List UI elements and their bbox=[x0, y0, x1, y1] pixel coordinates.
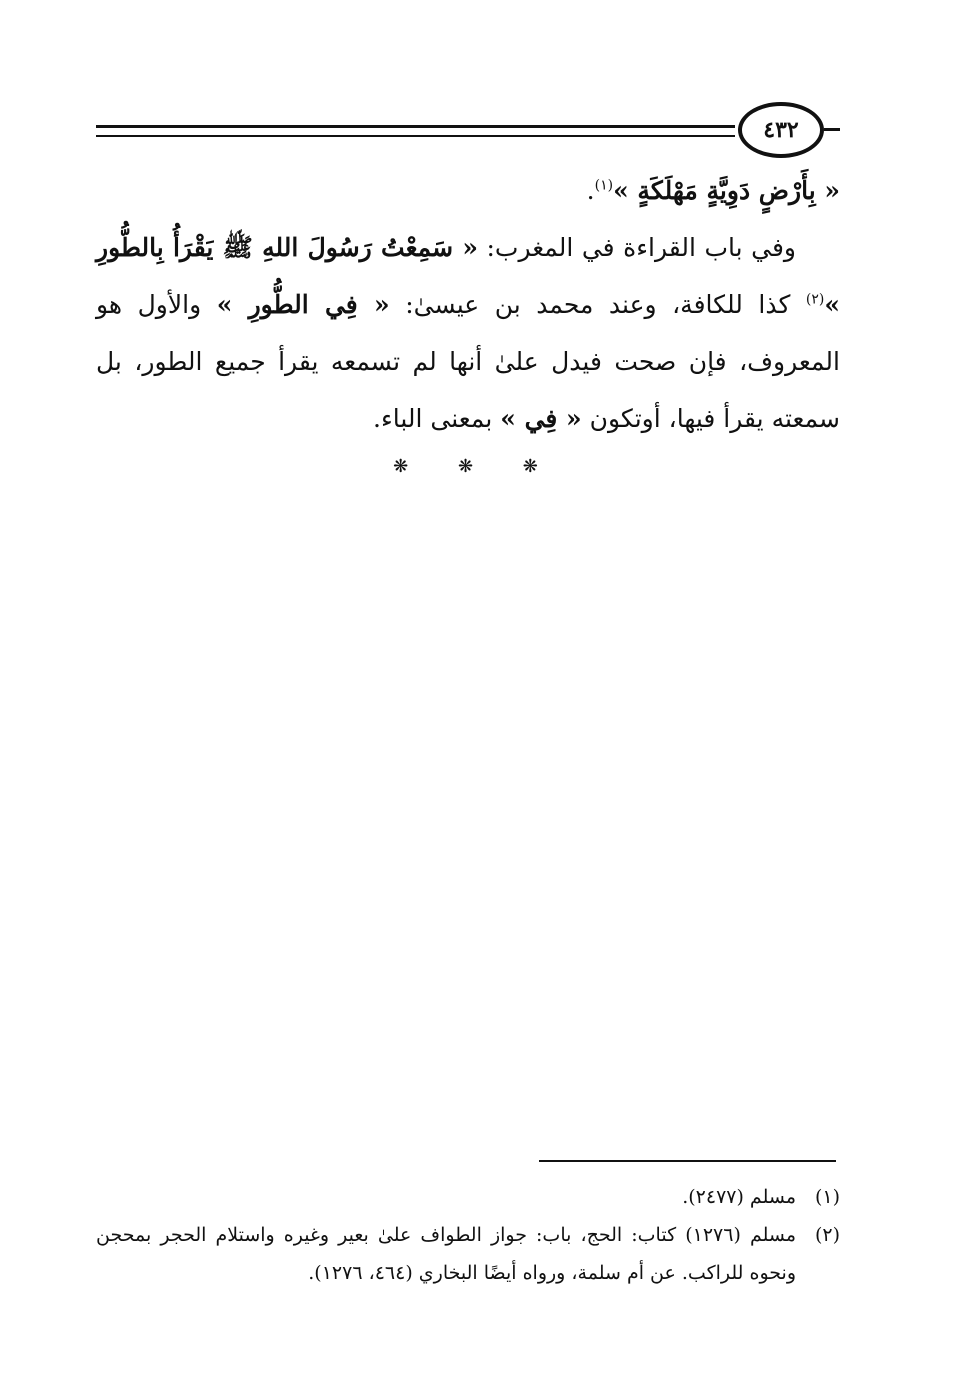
paragraph-1 bbox=[96, 162, 840, 219]
paragraph-2-end: بمعنى الباء. bbox=[373, 404, 501, 433]
hadith-quote-2: « سَمِعْتُ رَسُولَ اللهِ ﷺ يَقْرَأُ بِالطُّورِ » bbox=[96, 233, 840, 319]
section-separator: ❋ ❋ ❋ bbox=[393, 456, 560, 477]
header-rule-bottom bbox=[96, 135, 735, 137]
variant-quote: « فِي الطُّورِ » bbox=[216, 290, 390, 319]
footnote-text: مسلم (١٢٧٦) كتاب: الحج، باب: جواز الطواف علىٰ بعير وغيره واستلام الحجر بمحجن ونحوه للراكب. عن أم سلمة، ورواه أيضًا البخاري (٤٦٤، ١٢٧٦). bbox=[96, 1224, 797, 1284]
paragraph-2-lead: وفي باب القراءة في المغرب: bbox=[477, 233, 797, 262]
footnote-1 bbox=[96, 1178, 840, 1216]
footnote-ref-2: (٢) bbox=[805, 291, 825, 308]
footnote-text: مسلم (٢٤٧٧). bbox=[682, 1186, 796, 1208]
footnote-ref-1: (١) bbox=[594, 177, 614, 194]
main-text bbox=[96, 162, 840, 447]
word-quote: « فِي » bbox=[500, 404, 582, 433]
footnote-number: (٢) bbox=[814, 1224, 840, 1246]
paragraph-2-middle: كذا للكافة، وعند محمد بن عيسىٰ: bbox=[389, 290, 806, 319]
footnote-divider bbox=[539, 1160, 836, 1162]
header-rule-tail bbox=[824, 128, 840, 131]
paragraph-1-end: . bbox=[586, 176, 595, 205]
paragraph-2 bbox=[96, 219, 840, 447]
footnote-number: (١) bbox=[814, 1186, 840, 1208]
page-header bbox=[96, 102, 840, 158]
footnotes bbox=[96, 1178, 840, 1292]
page-number: ٤٣٢ bbox=[738, 102, 824, 158]
paragraph-2-rest: والأول هو المعروف، فإن صحت فيدل علىٰ أنها لم تسمعه يقرأ جميع الطور، بل سمعته يقرأ فيها، أوتكون bbox=[96, 290, 840, 433]
footnote-2 bbox=[96, 1216, 840, 1292]
header-rule-top bbox=[96, 125, 735, 128]
hadith-quote-1: « بِأَرْضٍ دَوِيَّةٍ مَهْلَكَةٍ » bbox=[613, 176, 840, 205]
